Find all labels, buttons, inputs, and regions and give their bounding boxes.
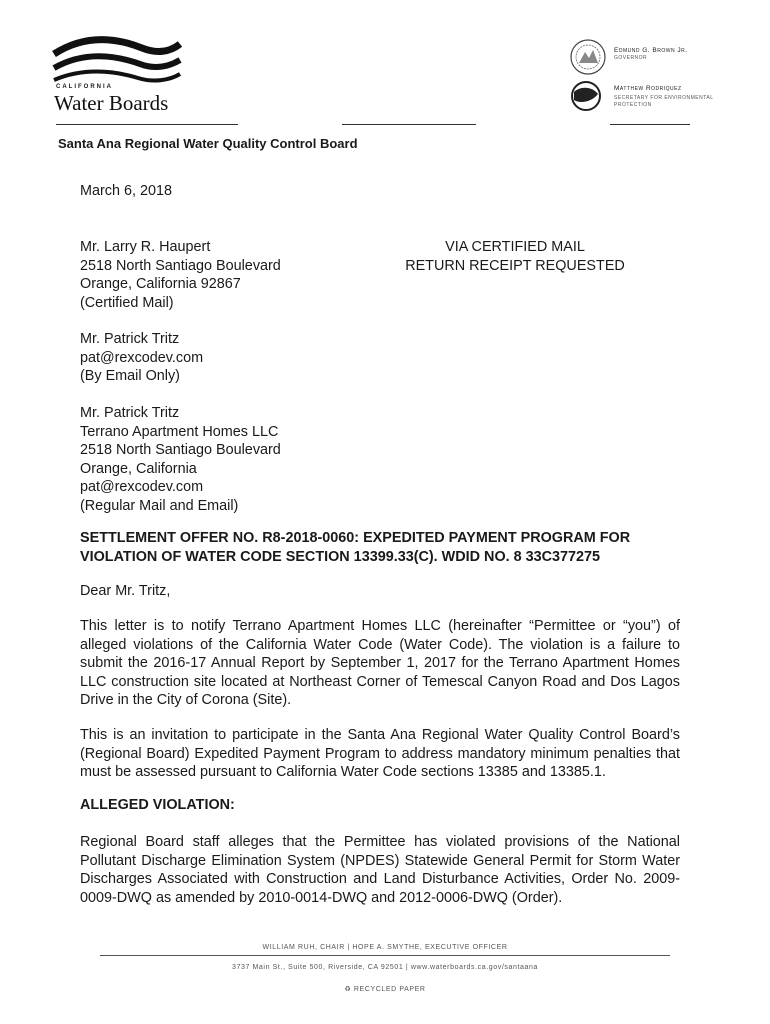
footer-address: 3737 Main St., Suite 500, Riverside, CA 92501 | www.waterboards.ca.gov/santaana (231, 964, 539, 971)
footer-rule (100, 955, 670, 956)
governor-title: GOVERNOR (614, 55, 648, 61)
recycle-icon: ♻ (344, 986, 352, 993)
delivery-line: VIA CERTIFIED MAIL (445, 239, 585, 255)
address-line: Mr. Patrick Tritz (80, 331, 180, 347)
recipient-address-block (80, 238, 281, 312)
address-line: (By Email Only) (80, 368, 180, 384)
logo-state-label: CALIFORNIA (56, 84, 113, 90)
address-line: (Regular Mail and Email) (80, 497, 239, 514)
address-line: 2518 North Santiago Boulevard (80, 442, 281, 458)
header-rule-right (610, 124, 690, 125)
secretary-title: SECRETARY FOR ENVIRONMENTAL PROTECTION (614, 95, 714, 108)
header-rule-middle (342, 124, 476, 125)
delivery-line: RETURN RECEIPT REQUESTED (405, 257, 625, 274)
address-line: Mr. Patrick Tritz (80, 405, 180, 421)
footer-officers: WILLIAM RUH, CHAIR | HOPE A. SMYTHE, EXECUTIVE OFFICER (262, 944, 508, 951)
address-line: pat@rexcodev.com (80, 349, 204, 366)
section-heading: ALLEGED VIOLATION: (80, 797, 235, 813)
body-paragraph: Regional Board staff alleges that the Permittee has violated provisions of the National Pollutant Discharge Elimination System (NPDES) Statewide General Permit for Storm Water Discharges Associated with Construction and Land Disturbance Activities, Order No. 2009-0009-DWQ as amended by 2010-0014-DWQ and 2012-0006-DWQ (Order). (80, 834, 680, 906)
address-line: Orange, California 92867 (80, 276, 241, 292)
secretary-name: Matthew Rodriquez (614, 85, 682, 92)
subject-text: VIOLATION OF WATER CODE SECTION 13399.33(C). WDID NO. 8 33C377275 (80, 548, 601, 565)
body-paragraph: This is an invitation to participate in the Santa Ana Regional Water Quality Control Board’s (Regional Board) Expedited Payment Program to address mandatory minimum penalties that must be assessed pursuant to California Water Code sections 13385 and 13385.1. (80, 727, 680, 780)
body-paragraph: This letter is to notify Terrano Apartment Homes LLC (hereinafter “Permittee or “you”) of alleged violations of the California Water Code (Water Code). The violation is a failure to submit the 2016-17 Annual Report by September 1, 2017 for the Terrano Apartment Homes LLC construction site located at Northeast Corner of Temescal Canyon Road and Dos Lagos Drive in the City of Corona (Site). (80, 618, 680, 708)
address-line: pat@rexcodev.com (80, 479, 204, 495)
footer-recycled (0, 985, 770, 993)
water-boards-logo-icon (52, 34, 182, 88)
header-rule-left (56, 124, 238, 125)
recycled-label: RECYCLED PAPER (353, 986, 426, 993)
address-line: 2518 North Santiago Boulevard (80, 257, 281, 274)
logo-agency-name: Water Boards (54, 91, 169, 115)
state-seal-icon (569, 38, 607, 76)
address-line: Mr. Larry R. Haupert (80, 239, 211, 255)
board-name: Santa Ana Regional Water Quality Control Board (58, 136, 358, 151)
delivery-method (396, 238, 634, 275)
address-line: Orange, California (80, 460, 197, 477)
subject-text: SETTLEMENT OFFER NO. R8-2018-0060: EXPEDITED PAYMENT PROGRAM FOR (80, 530, 631, 546)
letter-date: March 6, 2018 (80, 183, 172, 199)
calepa-logo-icon (566, 80, 606, 112)
salutation: Dear Mr. Tritz, (80, 583, 171, 599)
recipient-address-block (80, 404, 281, 515)
address-line: Terrano Apartment Homes LLC (80, 423, 279, 440)
recipient-address-block (80, 330, 203, 386)
address-line: (Certified Mail) (80, 294, 174, 311)
subject-line (80, 529, 630, 566)
governor-name: Edmund G. Brown Jr. (614, 47, 688, 54)
